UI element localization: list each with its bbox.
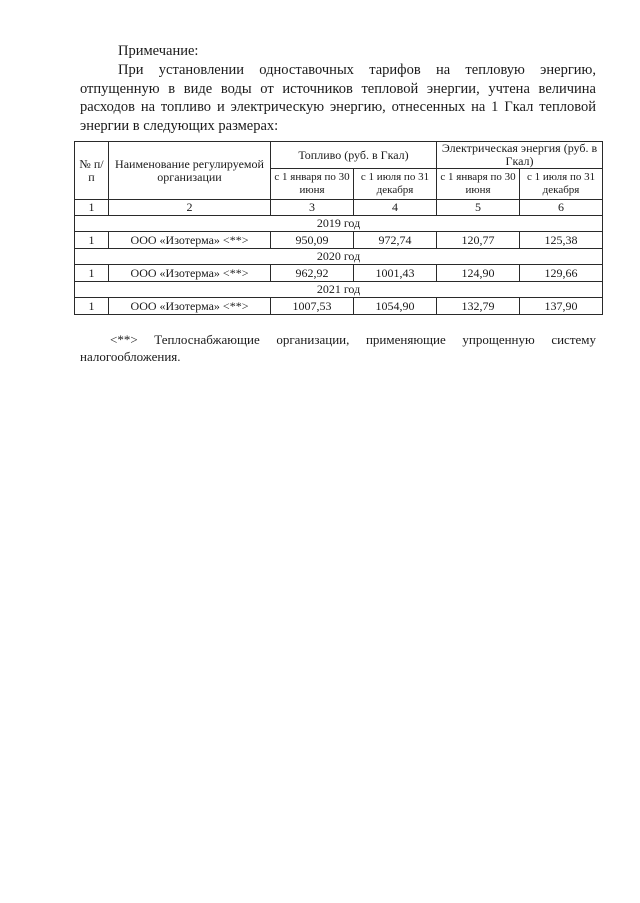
row-fuel-period1: 950,09 xyxy=(271,232,354,249)
table-header-row xyxy=(75,142,603,169)
year-row-2019 xyxy=(75,216,603,232)
year-label: 2019 год xyxy=(75,216,603,232)
footnote: <**> Теплоснабжающие организации, применяющие упрощенную систему налогообложения. xyxy=(80,332,596,364)
header-fuel-period1: с 1 января по 30 июня xyxy=(271,169,354,200)
header-electric-period1: с 1 января по 30 июня xyxy=(437,169,520,200)
year-row-2021 xyxy=(75,282,603,298)
year-label: 2021 год xyxy=(75,282,603,298)
column-index: 2 xyxy=(109,200,271,216)
header-electric: Электрическая энергия (руб. в Гкал) xyxy=(437,142,603,169)
row-electric-period1: 124,90 xyxy=(437,265,520,282)
row-num: 1 xyxy=(75,298,109,315)
column-index: 3 xyxy=(271,200,354,216)
header-organization: Наименование регулируемой организации xyxy=(109,142,271,200)
note-title: Примечание: xyxy=(118,43,199,59)
row-fuel-period2: 1001,43 xyxy=(354,265,437,282)
row-fuel-period2: 972,74 xyxy=(354,232,437,249)
column-index: 1 xyxy=(75,200,109,216)
row-organization: ООО «Изотерма» <**> xyxy=(109,298,271,315)
tariff-table xyxy=(74,141,603,315)
row-electric-period2: 125,38 xyxy=(520,232,603,249)
row-num: 1 xyxy=(75,232,109,249)
row-organization: ООО «Изотерма» <**> xyxy=(109,232,271,249)
note-paragraph: При установлении одноставочных тарифов на тепловую энергию, отпущенную в виде воды от источников тепловой энергии, учтена величина расходов на топливо и электрическую энергию, отнесенных на 1 Гкал тепловой энергии в следующих размерах: xyxy=(80,62,596,134)
row-electric-period1: 120,77 xyxy=(437,232,520,249)
row-electric-period2: 137,90 xyxy=(520,298,603,315)
header-fuel-period2: с 1 июля по 31 декабря xyxy=(354,169,437,200)
row-organization: ООО «Изотерма» <**> xyxy=(109,265,271,282)
column-index: 6 xyxy=(520,200,603,216)
row-fuel-period2: 1054,90 xyxy=(354,298,437,315)
header-fuel: Топливо (руб. в Гкал) xyxy=(271,142,437,169)
header-electric-period2: с 1 июля по 31 декабря xyxy=(520,169,603,200)
row-fuel-period1: 1007,53 xyxy=(271,298,354,315)
row-fuel-period1: 962,92 xyxy=(271,265,354,282)
column-index: 4 xyxy=(354,200,437,216)
column-index-row xyxy=(75,200,603,216)
row-electric-period1: 132,79 xyxy=(437,298,520,315)
year-row-2020 xyxy=(75,249,603,265)
column-index: 5 xyxy=(437,200,520,216)
header-num: № п/п xyxy=(75,142,109,200)
row-num: 1 xyxy=(75,265,109,282)
table-row xyxy=(75,265,603,282)
row-electric-period2: 129,66 xyxy=(520,265,603,282)
table-row xyxy=(75,232,603,249)
table-row xyxy=(75,298,603,315)
year-label: 2020 год xyxy=(75,249,603,265)
